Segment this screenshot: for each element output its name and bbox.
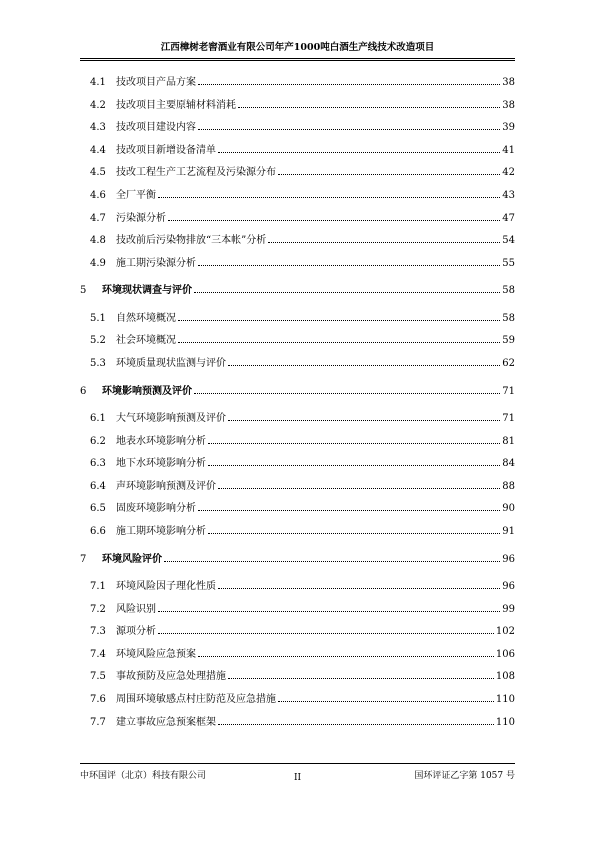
toc-entry-number: 6.6 [90,526,106,537]
toc-dot-leader [228,420,500,421]
toc-entry[interactable] [80,690,515,705]
toc-dot-leader [194,393,500,394]
toc-entry-page: 110 [495,716,515,728]
toc-entry[interactable] [80,281,515,296]
toc-entry[interactable] [80,163,515,178]
toc-entry-number: 5.2 [90,335,106,347]
toc-dot-leader [238,107,500,108]
toc-entry-page: 81 [502,435,515,447]
footer-company: 中环国评（北京）科技有限公司 [80,771,207,781]
toc-entry-title: 风险识别 [116,603,156,615]
footer-certificate: 国环评证乙字第 1057 号 [414,771,515,781]
toc-entry-number: 4.3 [90,122,106,134]
toc-entry-page: 39 [502,122,515,134]
toc-entry-page: 41 [502,144,515,156]
toc-entry-page: 90 [502,503,515,515]
toc-entry-number: 5.3 [90,358,106,369]
toc-entry-title: 施工期环境影响分析 [116,526,206,537]
footer-page-number: II [293,773,302,783]
toc-entry-page: 58 [502,312,515,324]
toc-entry-title: 环境影响预测及评价 [102,385,192,397]
toc-entry-number: 4.1 [90,77,106,88]
toc-entry[interactable] [80,141,515,156]
toc-dot-leader [194,292,500,293]
toc-entry-page: 102 [495,626,515,638]
toc-dot-leader [278,174,500,175]
toc-dot-leader [228,678,494,679]
toc-entry[interactable] [80,186,515,201]
toc-entry-number: 5.1 [90,312,106,324]
toc-entry-page: 71 [502,413,515,424]
toc-entry-page: 38 [502,99,515,111]
toc-entry-page: 96 [502,581,515,592]
toc-entry-number: 4.4 [90,144,106,156]
toc-entry-number: 6.2 [90,435,106,447]
toc-entry[interactable] [80,713,515,728]
toc-entry-title: 事故预防及应急处理措施 [116,671,226,683]
toc-dot-leader [198,265,500,266]
toc-entry[interactable] [80,667,515,682]
toc-dot-leader [218,724,494,725]
toc-entry[interactable] [80,354,515,369]
toc-entry-number: 6.4 [90,480,106,492]
toc-entry[interactable] [80,309,515,324]
toc-dot-leader [278,701,494,702]
toc-entry-title: 技改项目产品方案 [116,77,196,88]
toc-entry[interactable] [80,499,515,514]
toc-entry-number: 7.6 [90,694,106,705]
toc-entry-title: 地表水环境影响分析 [116,435,206,447]
page-footer [80,763,515,786]
toc-entry-page: 91 [502,526,515,537]
toc-entry[interactable] [80,645,515,660]
toc-dot-leader [178,342,500,343]
toc-entry-page: 106 [495,648,515,660]
toc-entry-page: 84 [502,458,515,470]
toc-dot-leader [158,197,500,198]
toc-entry-page: 108 [495,671,515,683]
toc-entry-title: 技改前后污染物排放“三本帐”分析 [116,235,267,247]
toc-entry-title: 环境现状调查与评价 [102,285,192,297]
toc-dot-leader [198,656,494,657]
toc-dot-leader [158,633,494,634]
toc-entry-title: 污染源分析 [116,212,166,224]
toc-entry-title: 建立事故应急预案框架 [116,716,216,728]
toc-dot-leader [164,561,500,562]
toc-entry-title: 大气环境影响预测及评价 [116,413,226,424]
toc-entry-page: 42 [502,167,515,179]
toc-entry-title: 周围环境敏感点村庄防范及应急措施 [116,694,276,705]
toc-entry-page: 38 [502,77,515,88]
toc-entry[interactable] [80,382,515,397]
toc-entry[interactable] [80,231,515,246]
toc-dot-leader [198,510,500,511]
toc-entry-number: 7 [80,553,87,565]
toc-dot-leader [178,320,500,321]
toc-dot-leader [228,365,500,366]
toc-dot-leader [218,152,500,153]
toc-entry-page: 54 [502,235,515,247]
toc-entry-page: 71 [502,385,515,397]
toc-entry-title: 技改项目主要原辅材料消耗 [116,99,236,111]
toc-entry[interactable] [80,577,515,592]
toc-entry-number: 7.5 [90,671,106,683]
toc-entry-page: 110 [495,694,515,705]
toc-entry-title: 固废环境影响分析 [116,503,196,515]
toc-entry-number: 7.3 [90,626,106,638]
toc-entry-title: 社会环境概况 [116,335,176,347]
toc-entry-page: 99 [502,603,515,615]
toc-entry-page: 88 [502,480,515,492]
page-header [80,38,515,59]
toc-entry-title: 声环境影响预测及评价 [116,480,216,492]
toc-dot-leader [168,220,500,221]
toc-entry[interactable] [80,454,515,469]
toc-dot-leader [198,129,500,130]
toc-entry-title: 技改项目建设内容 [116,122,196,134]
toc-entry-page: 59 [502,335,515,347]
toc-entry-title: 技改工程生产工艺流程及污染源分布 [116,167,276,179]
toc-entry-title: 源项分析 [116,626,156,638]
toc-entry-title: 环境风险评价 [102,553,162,565]
toc-entry[interactable] [80,73,515,88]
toc-entry-title: 全厂平衡 [116,190,156,201]
toc-dot-leader [208,465,500,466]
toc-entry-number: 6 [80,385,87,397]
toc-entry[interactable] [80,209,515,224]
toc-entry-page: 47 [502,212,515,224]
toc-entry-number: 7.1 [90,581,106,592]
toc-entry[interactable] [80,600,515,615]
toc-entry-page: 58 [502,285,515,297]
toc-entry-page: 96 [502,553,515,565]
toc-entry[interactable] [80,622,515,637]
toc-dot-leader [198,84,500,85]
toc-entry-number: 4.2 [90,99,106,111]
toc-entry-number: 4.6 [90,190,106,201]
toc-entry[interactable] [80,96,515,111]
toc-dot-leader [208,443,500,444]
toc-entry-page: 62 [502,358,515,369]
toc-dot-leader [158,611,500,612]
toc-entry-number: 7.7 [90,716,106,728]
toc-entry[interactable] [80,477,515,492]
toc-entry-number: 5 [80,285,87,297]
toc-entry-title: 自然环境概况 [116,312,176,324]
document-title: 江西樟树老窖酒业有限公司年产1000吨白酒生产线技术改造项目 [160,42,435,53]
toc-entry[interactable] [80,254,515,269]
toc-entry-number: 7.2 [90,603,106,615]
toc-entry[interactable] [80,432,515,447]
toc-dot-leader [218,488,500,489]
toc-entry-page: 55 [502,257,515,269]
toc-entry[interactable] [80,522,515,537]
toc-entry[interactable] [80,409,515,424]
toc-entry[interactable] [80,331,515,346]
toc-entry-number: 4.7 [90,212,106,224]
toc-entry-number: 7.4 [90,648,106,660]
toc-entry-number: 6.5 [90,503,106,515]
toc-entry[interactable] [80,550,515,565]
toc-dot-leader [218,588,500,589]
toc-entry-title: 地下水环境影响分析 [116,458,206,470]
toc-dot-leader [268,242,500,243]
toc-entry-page: 43 [502,190,515,201]
toc-entry-title: 环境风险因子理化性质 [116,581,216,592]
toc-entry-number: 6.3 [90,458,106,470]
toc-entry-title: 环境风险应急预案 [116,648,196,660]
toc-entry-number: 4.5 [90,167,106,179]
toc-dot-leader [208,533,500,534]
toc-entry-title: 施工期污染源分析 [116,257,196,269]
toc-entry-title: 技改项目新增设备清单 [116,144,216,156]
toc-entry-number: 4.9 [90,257,106,269]
toc-entry-number: 6.1 [90,413,106,424]
toc-entry[interactable] [80,118,515,133]
toc-entry-title: 环境质量现状监测与评价 [116,358,226,369]
toc-entry-number: 4.8 [90,235,106,247]
